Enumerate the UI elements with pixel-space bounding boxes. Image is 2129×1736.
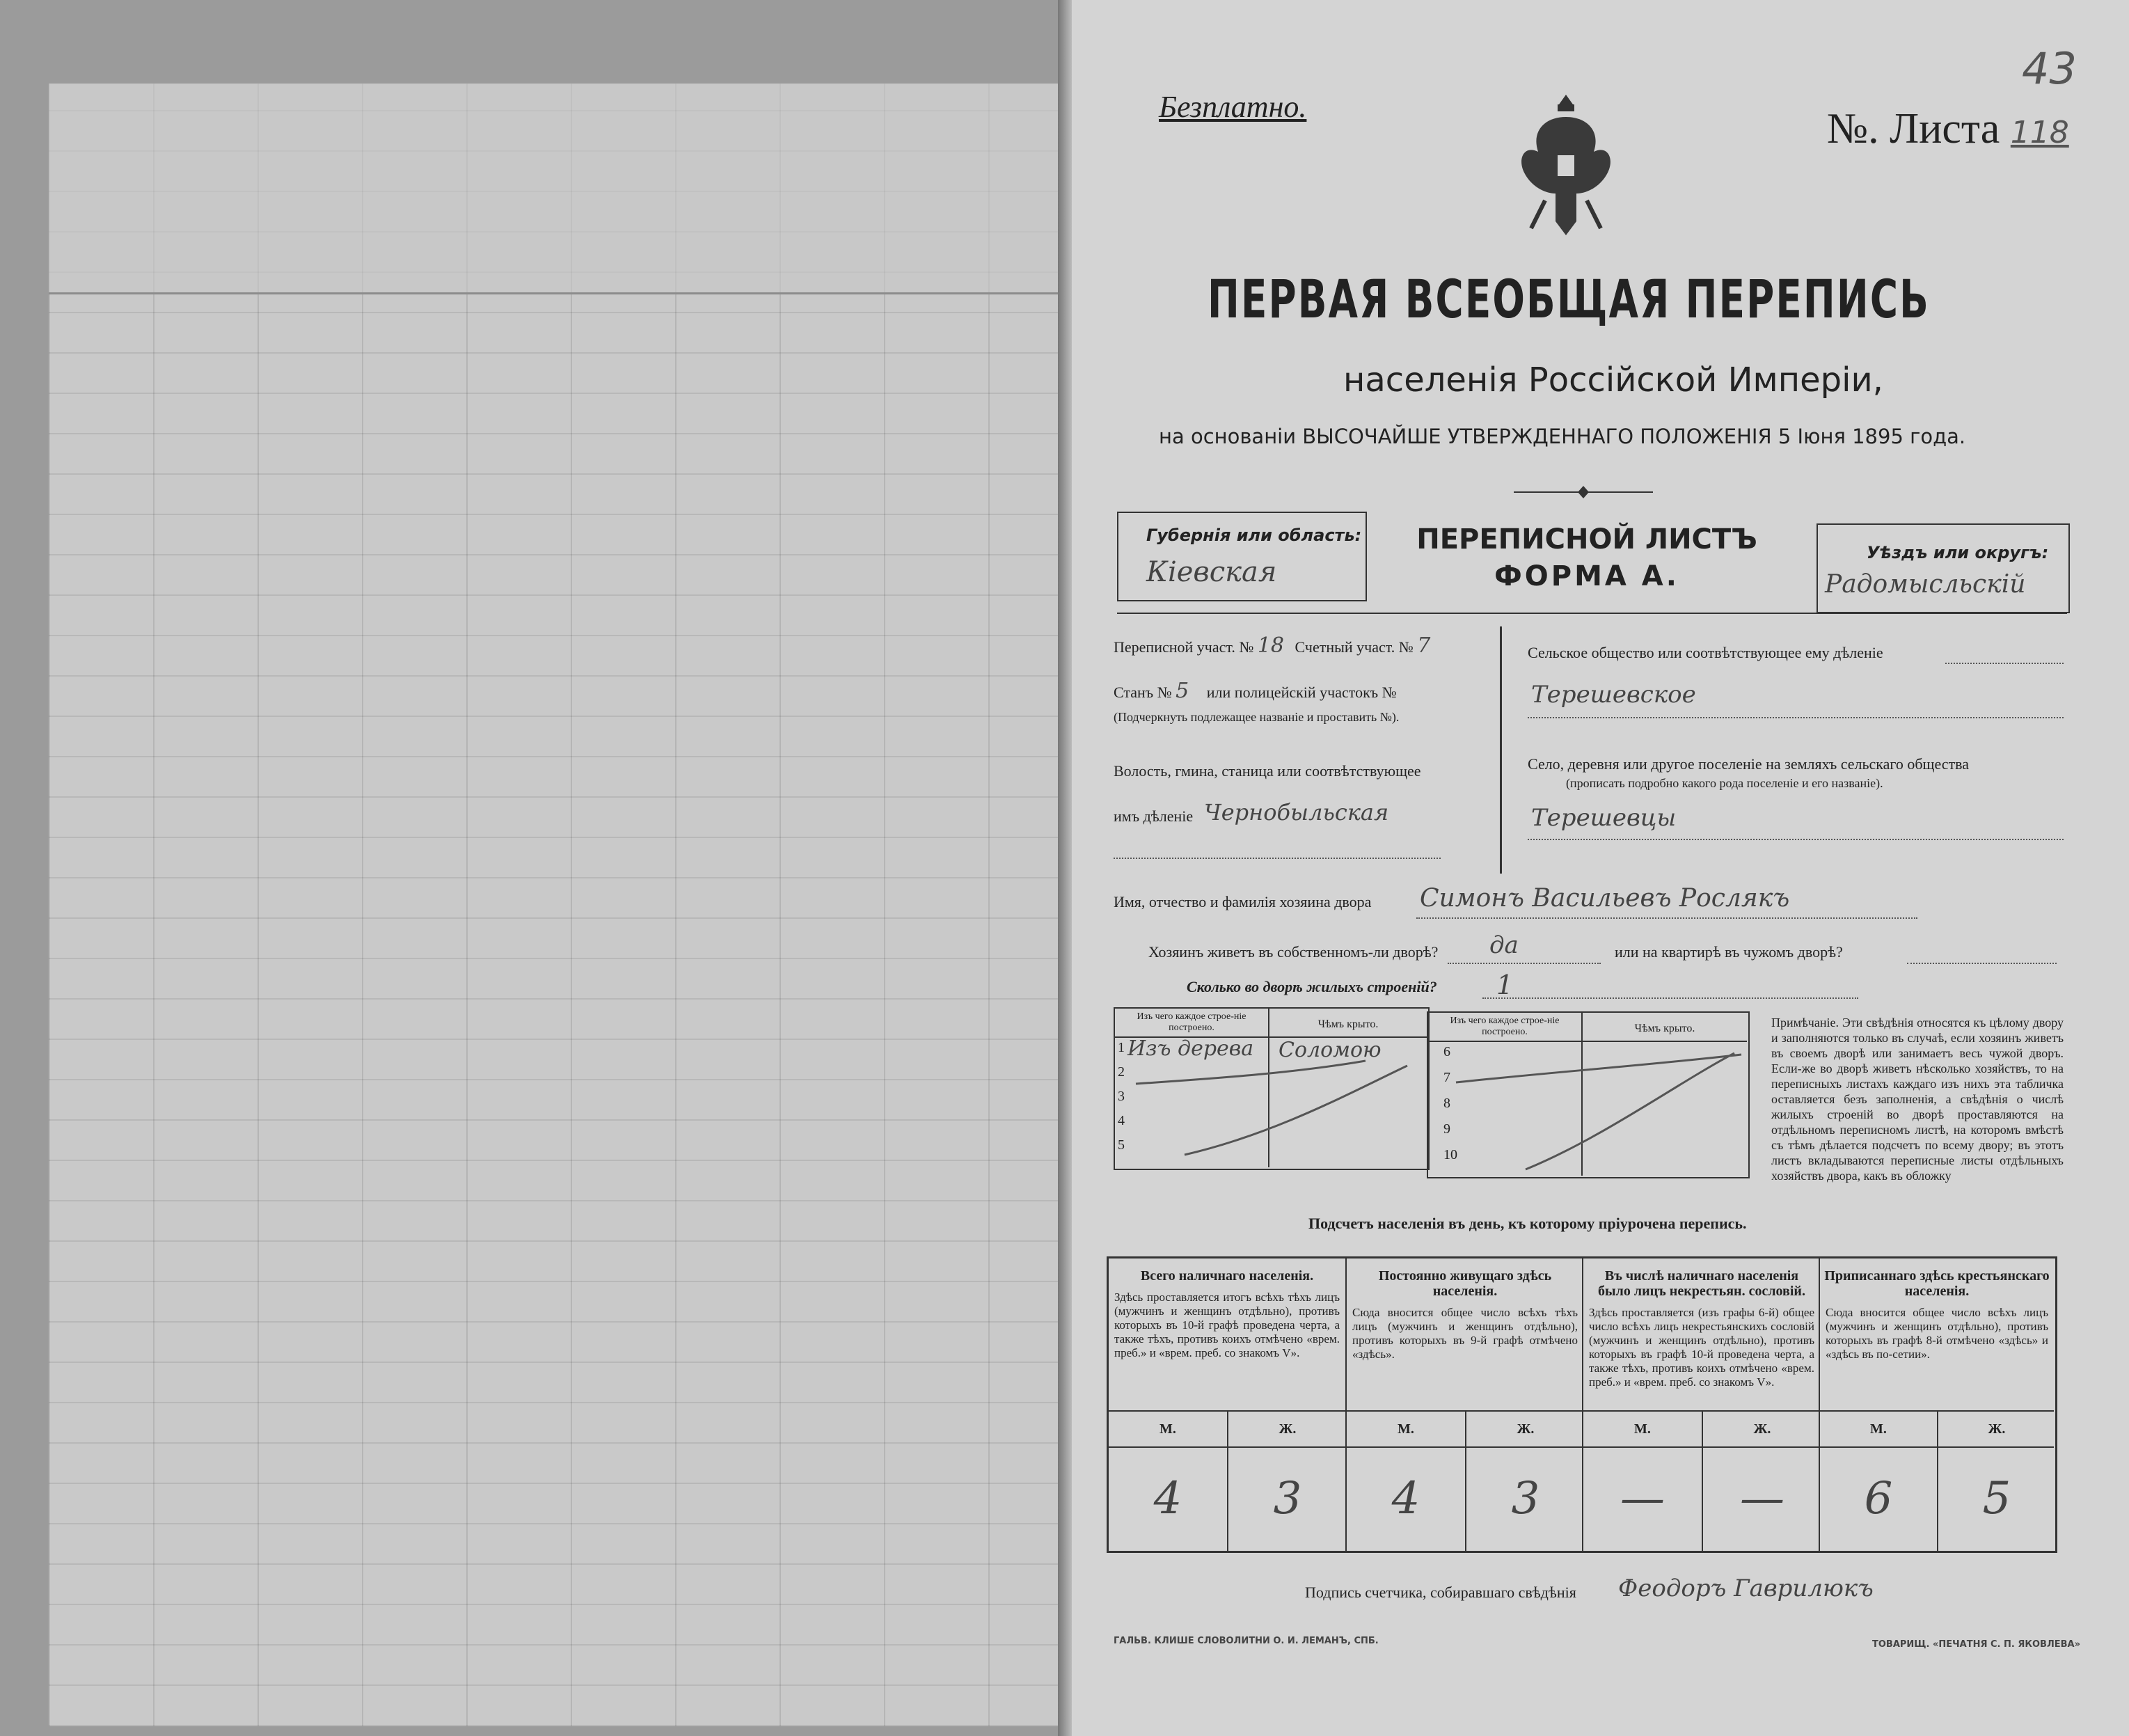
row-number: 4 — [1118, 1113, 1125, 1128]
mf-header-row — [1109, 1410, 1345, 1448]
summary-col-desc: Здѣсь проставляется (изъ графы 6-й) общее число всѣхъ лицъ некрестьянскихъ сословій (мужчинъ и женщинъ отдѣльно), противъ которыхъ въ графѣ 10-й проведена черта, а также тѣхъ, противъ коихъ отмѣчено «врем. преб.» и «врем. преб. со знакомъ V». — [1589, 1306, 1814, 1389]
census-area-label: Переписной участ. № — [1114, 638, 1254, 656]
row-number: 3 — [1118, 1089, 1125, 1104]
buildings-note: Примѣчаніе. Эти свѣдѣнія относятся къ цѣлому двору и заполняются только въ случаѣ, если хозяинъ живетъ въ своемъ дворѣ или занимаетъ весь чужой дворъ. Если-же во дворѣ живетъ нѣсколько хозяйствъ, то на переписныхъ листахъ каждаго изъ нихъ эта табличка оставляется безъ заполненія, а свѣдѣнія о числѣ жилыхъ строеній во дворѣ проставляются на отдѣльномъ переписномъ листѣ, на которомъ вмѣстѣ съ тѣмъ дѣлается подсчетъ по всему двору; въ этотъ листъ вкладываются переписные листы отдѣльныхъ хозяйствъ двора, какъ въ обложку — [1771, 1016, 2064, 1183]
count-area-label: Счетный участ. № — [1295, 638, 1414, 656]
fields-divider — [1500, 626, 1502, 874]
census-area-field — [1114, 633, 1430, 658]
female-header: Ж. — [1702, 1412, 1821, 1446]
district-value: Радомысльскій — [1825, 570, 2026, 599]
province-box — [1117, 512, 1367, 601]
volost-value: Чернобыльская — [1204, 799, 1389, 826]
summary-col-permanent — [1345, 1258, 1583, 1551]
village-note: (прописать подробно какого рода поселеніе и его названіе). — [1566, 776, 1883, 790]
buildings-count-value: 1 — [1496, 970, 1514, 1000]
rented-line — [1907, 963, 2057, 964]
rented-label: или на квартирѣ въ чужомъ дворѣ? — [1615, 943, 1843, 961]
village-value-line — [1528, 839, 2064, 840]
female-count: 3 — [1465, 1446, 1585, 1551]
stan-value: 5 — [1176, 679, 1189, 703]
district-label: Уѣздъ или округъ: — [1867, 543, 2049, 562]
male-header: М. — [1398, 1421, 1414, 1437]
own-yard-value: да — [1489, 931, 1519, 959]
owner-name-value: Симонъ Васильевъ Рослякъ — [1420, 884, 1790, 913]
row-number: 9 — [1443, 1121, 1450, 1137]
mf-header-row — [1583, 1410, 1820, 1448]
census-basis: на основаніи ВЫСОЧАЙШЕ УТВЕРЖДЕННАГО ПОЛОЖЕНІЯ 5 Іюня 1895 года. — [1159, 425, 1966, 448]
sheet-number-label — [1827, 104, 2069, 154]
police-label: или полицейскій участокъ № — [1206, 684, 1397, 701]
row-number: 6 — [1443, 1044, 1450, 1059]
summary-col-desc: Сюда вносится общее число всѣхъ лицъ (мужчинъ и женщинъ отдѣльно), противъ которыхъ въ графѣ 8-й отмѣчено «здѣсь» и «здѣсь въ по-сетии». — [1826, 1306, 2048, 1361]
summary-col-desc: Сюда вносится общее число всѣхъ тѣхъ лицъ (мужчинъ и женщинъ отдѣльно), противъ которыхъ въ 9-й графѣ отмѣчено «здѣсь». — [1352, 1306, 1578, 1361]
row-number: 1 — [1118, 1040, 1125, 1055]
row-number: 5 — [1118, 1137, 1125, 1153]
society-value-line — [1528, 717, 2064, 718]
mf-header-row — [1820, 1410, 2054, 1448]
book-gutter — [1058, 0, 1072, 1736]
volost-label-2: имъ дѣленіе — [1114, 807, 1194, 825]
row-number: 10 — [1443, 1147, 1457, 1162]
stan-label: Станъ № — [1114, 684, 1172, 701]
female-count: 3 — [1227, 1446, 1347, 1551]
summary-col-title: Въ числѣ наличнаго населенія было лицъ некрестьян. сословій. — [1598, 1268, 1805, 1299]
society-label: Сельское общество или соотвѣтствующее ему дѣленіе — [1528, 644, 1883, 661]
village-label: Село, деревня или другое поселеніе на земляхъ сельскаго общества — [1528, 755, 1970, 773]
census-title: ПЕРВАЯ ВСЕОБЩАЯ ПЕРЕПИСЬ — [1208, 268, 1931, 330]
census-area-value: 18 — [1257, 633, 1285, 658]
female-header: Ж. — [1465, 1412, 1585, 1446]
society-line — [1945, 663, 2064, 664]
form-title: ПЕРЕПИСНОЙ ЛИСТЪ — [1416, 523, 1757, 555]
col-roof-header: Чѣмъ крыто. — [1317, 1018, 1379, 1030]
buildings-count-label: Сколько во дворѣ жилыхъ строеній? — [1187, 978, 1437, 995]
row-number: 7 — [1443, 1070, 1450, 1085]
col-roof-header: Чѣмъ крыто. — [1634, 1023, 1695, 1034]
province-label: Губернія или область: — [1146, 526, 1362, 545]
sheet-number-value: 118 — [2010, 115, 2069, 150]
stan-field — [1114, 679, 1397, 703]
ornament-divider — [1514, 484, 1653, 500]
form-subtitle: ФОРМА А. — [1494, 560, 1679, 592]
col-material-header: Изъ чего каждое строе-ніе построено. — [1450, 1016, 1560, 1037]
buildings-table-right — [1427, 1011, 1750, 1178]
underline-note: (Подчеркнуть подлежащее названіе и проставить №). — [1114, 710, 1400, 724]
summary-col-title: Приписаннаго здѣсь крестьянскаго населенія. — [1824, 1268, 2050, 1299]
sheet-label: №. Листа — [1827, 105, 2000, 152]
value-row — [1583, 1446, 1820, 1551]
count-area-value: 7 — [1417, 633, 1431, 658]
summary-col-title: Постоянно живущаго здѣсь населенія. — [1378, 1268, 1552, 1299]
unused-rows-strike — [1428, 1013, 1748, 1177]
summary-title: Подсчетъ населенія въ день, къ которому пріурочена перепись. — [1308, 1215, 1747, 1232]
left-page-ledger — [49, 84, 1059, 1726]
male-count: 6 — [1864, 1473, 1893, 1524]
buildings-count-line — [1482, 997, 1858, 999]
volost-extra-line — [1114, 858, 1441, 859]
row-number: 2 — [1118, 1064, 1125, 1080]
village-value: Терешевцы — [1531, 804, 1677, 832]
signature-label: Подпись счетчика, собиравшаго свѣдѣнія — [1305, 1584, 1576, 1601]
footer-right: ТОВАРИЩ. «ПЕЧАТНЯ С. П. ЯКОВЛЕВА» — [1872, 1639, 2080, 1650]
society-value: Терешевское — [1531, 681, 1696, 709]
free-label: Безплатно. — [1159, 90, 1307, 124]
volost-label-1: Волость, гмина, станица или соотвѣтствующее — [1114, 762, 1421, 780]
male-header: М. — [1160, 1421, 1176, 1437]
male-header: М. — [1634, 1421, 1651, 1437]
female-header: Ж. — [1227, 1412, 1347, 1446]
census-subtitle: населенія Россійской Имперіи, — [1343, 361, 1883, 400]
summary-col-title: Всего наличнаго населенія. — [1140, 1268, 1314, 1284]
value-row — [1820, 1446, 2054, 1551]
male-count: — — [1620, 1473, 1665, 1524]
female-header: Ж. — [1937, 1412, 2055, 1446]
district-box — [1817, 523, 2070, 613]
summary-col-registered-peasant — [1819, 1258, 2054, 1551]
female-count: 5 — [1937, 1446, 2055, 1551]
owner-name-label: Имя, отчество и фамилія хозяина двора — [1114, 893, 1372, 910]
male-count: 4 — [1153, 1473, 1182, 1524]
left-page-header-faded — [49, 84, 1058, 294]
female-count: — — [1702, 1446, 1821, 1551]
col-material-header: Изъ чего каждое строе-ніе построено. — [1137, 1011, 1246, 1033]
mf-header-row — [1347, 1410, 1583, 1448]
row1-roof-value: Соломою — [1279, 1038, 1382, 1062]
row-number: 8 — [1443, 1096, 1450, 1111]
summary-col-non-peasant — [1582, 1258, 1820, 1551]
value-row — [1347, 1446, 1583, 1551]
male-count: 4 — [1391, 1473, 1420, 1524]
corner-number: 43 — [2022, 43, 2077, 94]
header-rule — [1117, 613, 2067, 614]
footer-left: ГАЛЬВ. КЛИШЕ СЛОВОЛИТНИ О. И. ЛЕМАНЪ, СПБ. — [1114, 1636, 1379, 1646]
summary-col-desc: Здѣсь проставляется итогъ всѣхъ тѣхъ лицъ (мужчинъ и женщинъ отдѣльно), противъ которыхъ въ 10-й графѣ проведена черта, а также тѣхъ, противъ коихъ отмѣчено «врем. преб.» и «врем. преб. со знакомъ V». — [1114, 1291, 1340, 1359]
population-summary-table — [1107, 1256, 2057, 1553]
buildings-table-left — [1114, 1007, 1430, 1170]
own-yard-line — [1448, 963, 1601, 964]
row1-material-value: Изъ дерева — [1127, 1036, 1254, 1061]
male-header: М. — [1870, 1421, 1887, 1437]
value-row — [1109, 1446, 1345, 1551]
unused-rows-strike — [1115, 1009, 1428, 1169]
province-value: Кіевская — [1146, 556, 1277, 588]
own-yard-label: Хозяинъ живетъ въ собственномъ-ли дворѣ? — [1148, 943, 1439, 961]
summary-col-present — [1109, 1258, 1345, 1551]
double-headed-eagle-emblem — [1517, 89, 1615, 249]
owner-name-line — [1416, 917, 1917, 919]
signature-value: Феодоръ Гаврилюкъ — [1618, 1575, 1874, 1602]
